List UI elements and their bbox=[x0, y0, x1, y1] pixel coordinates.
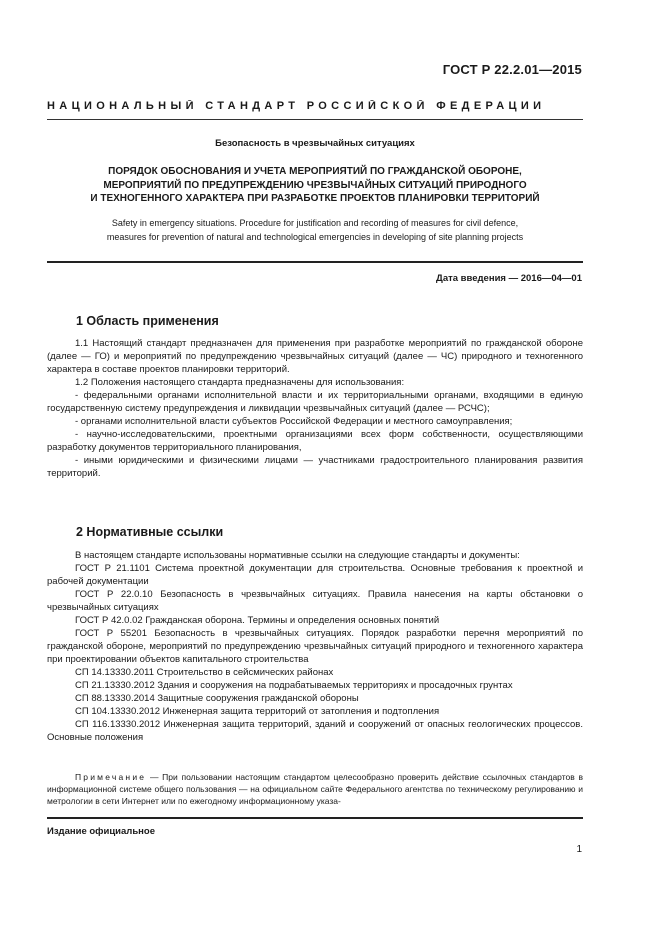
section-scope-body bbox=[47, 337, 583, 480]
list-item: - органами исполнительной власти субъектов Российской Федерации и местного самоуправления; bbox=[75, 416, 513, 427]
main-title-ru-line: И ТЕХНОГЕННОГО ХАРАКТЕРА ПРИ РАЗРАБОТКЕ ПРОЕКТОВ ПЛАНИРОВКИ ТЕРРИТОРИЙ bbox=[90, 193, 540, 204]
section-heading-references: 2 Нормативные ссылки bbox=[76, 525, 224, 539]
reference-item: СП 104.13330.2012 Инженерная защита территорий от затопления и подтопления bbox=[75, 706, 440, 717]
section-heading-scope: 1 Область применения bbox=[76, 314, 219, 328]
reference-item: ГОСТ Р 21.1101 Система проектной документации для строительства. Основные требования к проектной и рабочей документации bbox=[47, 563, 583, 587]
main-title-ru-line: ПОРЯДОК ОБОСНОВАНИЯ И УЧЕТА МЕРОПРИЯТИЙ ПО ГРАЖДАНСКОЙ ОБОРОНЕ, bbox=[108, 166, 522, 177]
subtitle-ru: Безопасность в чрезвычайных ситуациях bbox=[215, 138, 415, 149]
note-label: Примечание bbox=[75, 772, 147, 782]
page-number: 1 bbox=[576, 844, 582, 855]
paragraph: 1.2 Положения настоящего стандарта предназначены для использования: bbox=[75, 377, 405, 388]
official-edition-label: Издание официальное bbox=[47, 826, 155, 837]
document-code: ГОСТ Р 22.2.01—2015 bbox=[442, 62, 582, 77]
main-title-en-line: measures for prevention of natural and technological emergencies in developing of site planning projects bbox=[106, 232, 524, 242]
reference-item: СП 116.13330.2012 Инженерная защита территорий, зданий и сооружений от опасных геологических процессов. Основные положения bbox=[47, 719, 583, 743]
title-divider bbox=[47, 261, 583, 263]
main-title-en bbox=[47, 216, 583, 244]
note-paragraph bbox=[47, 771, 583, 807]
paragraph: 1.1 Настоящий стандарт предназначен для применения при разработке мероприятий по гражданской обороне (далее — ГО) и мероприятий по предупреждению чрезвычайных ситуаций (далее — ЧС) природного и техногенного характера в составе проектов планировки территорий. bbox=[47, 338, 583, 375]
reference-item: СП 88.13330.2014 Защитные сооружения гражданской обороны bbox=[75, 693, 359, 704]
reference-item: ГОСТ Р 22.0.10 Безопасность в чрезвычайных ситуациях. Правила нанесения на карты обстановки о чрезвычайных ситуациях bbox=[47, 589, 583, 613]
footer-divider bbox=[47, 817, 583, 819]
note-text: — При пользовании настоящим стандартом целесообразно проверить действие ссылочных стандартов в информационной системе общего пользования — на официальном сайте Федерального агентства по техническому регулированию и метрологии в сети Интернет или по ежегодному информационному указа- bbox=[47, 772, 583, 806]
paragraph: В настоящем стандарте использованы нормативные ссылки на следующие стандарты и документы: bbox=[75, 550, 520, 561]
list-item: - иными юридическими и физическими лицами — участниками градостроительного планирования развития территорий. bbox=[47, 455, 583, 479]
main-title-ru-line: МЕРОПРИЯТИЙ ПО ПРЕДУПРЕЖДЕНИЮ ЧРЕЗВЫЧАЙНЫХ СИТУАЦИЙ ПРИРОДНОГО bbox=[103, 179, 527, 191]
main-title-en-line: Safety in emergency situations. Procedure for justification and recording of measures for civil defence, bbox=[111, 218, 519, 228]
main-title-ru bbox=[47, 165, 583, 206]
list-item: - федеральными органами исполнительной власти и их территориальными органами, входящими в единую государственную систему предупреждения и ликвидации чрезвычайных ситуаций (далее — РСЧС); bbox=[47, 390, 583, 414]
reference-item: ГОСТ Р 42.0.02 Гражданская оборона. Термины и определения основных понятий bbox=[75, 615, 440, 626]
reference-item: СП 14.13330.2011 Строительство в сейсмических районах bbox=[75, 667, 334, 678]
reference-item: ГОСТ Р 55201 Безопасность в чрезвычайных ситуациях. Порядок разработки перечня мероприятий по гражданской обороне, мероприятий по предупреждению чрезвычайных ситуаций природного и техногенного характера при проектировании объектов капитального строительства bbox=[47, 628, 583, 665]
section-references-body bbox=[47, 549, 583, 744]
reference-item: СП 21.13330.2012 Здания и сооружения на подрабатываемых территориях и просадочных грунтах bbox=[75, 680, 513, 691]
list-item: - научно-исследовательскими, проектными организациями всех форм собственности, осуществляющими разработку документов территориального планирования, bbox=[47, 429, 583, 453]
header-divider bbox=[47, 119, 583, 120]
national-standard-banner: НАЦИОНАЛЬНЫЙ СТАНДАРТ РОССИЙСКОЙ ФЕДЕРАЦИИ bbox=[47, 100, 546, 112]
note-block bbox=[47, 771, 583, 807]
introduction-date: Дата введения — 2016—04—01 bbox=[436, 273, 582, 284]
